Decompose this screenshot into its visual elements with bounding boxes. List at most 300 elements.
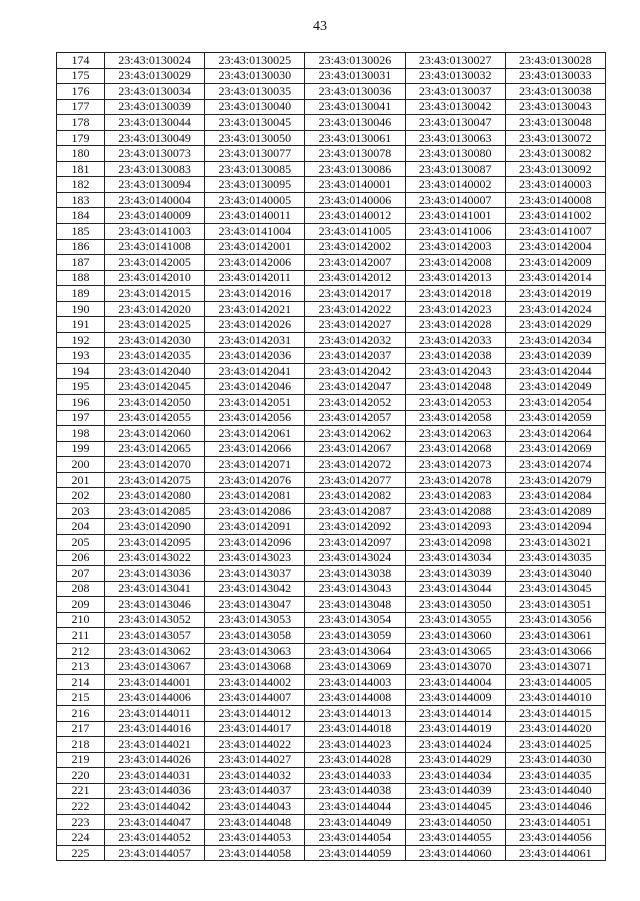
- cadastral-number-cell: 23:43:0142065: [105, 441, 205, 457]
- cadastral-number-cell: 23:43:0143044: [405, 581, 505, 597]
- row-number-cell: 217: [57, 721, 105, 737]
- table-row: [57, 410, 606, 426]
- cadastral-number-cell: 23:43:0142035: [105, 348, 205, 364]
- row-number-cell: 215: [57, 690, 105, 706]
- cadastral-number-cell: 23:43:0142071: [205, 457, 305, 473]
- cadastral-number-cell: 23:43:0143047: [205, 597, 305, 613]
- cadastral-number-cell: 23:43:0143070: [405, 659, 505, 675]
- cadastral-number-cell: 23:43:0143054: [305, 612, 405, 628]
- cadastral-number-cell: 23:43:0142022: [305, 301, 405, 317]
- cadastral-number-cell: 23:43:0144028: [305, 752, 405, 768]
- cadastral-number-cell: 23:43:0144005: [505, 674, 605, 690]
- cadastral-number-cell: 23:43:0143062: [105, 643, 205, 659]
- cadastral-number-cell: 23:43:0143023: [205, 550, 305, 566]
- cadastral-number-cell: 23:43:0130083: [105, 161, 205, 177]
- cadastral-number-cell: 23:43:0140008: [505, 192, 605, 208]
- cadastral-number-cell: 23:43:0130061: [305, 130, 405, 146]
- cadastral-number-cell: 23:43:0142091: [205, 519, 305, 535]
- cadastral-number-cell: 23:43:0142023: [405, 301, 505, 317]
- cadastral-number-cell: 23:43:0130036: [305, 84, 405, 100]
- cadastral-number-cell: 23:43:0141001: [405, 208, 505, 224]
- row-number-cell: 207: [57, 566, 105, 582]
- cadastral-number-cell: 23:43:0130041: [305, 99, 405, 115]
- cadastral-number-cell: 23:43:0130037: [405, 84, 505, 100]
- row-number-cell: 220: [57, 768, 105, 784]
- cadastral-number-cell: 23:43:0142061: [205, 426, 305, 442]
- cadastral-number-cell: 23:43:0144051: [505, 814, 605, 830]
- cadastral-number-cell: 23:43:0142064: [505, 426, 605, 442]
- cadastral-number-cell: 23:43:0142025: [105, 317, 205, 333]
- row-number-cell: 205: [57, 534, 105, 550]
- cadastral-number-cell: 23:43:0142054: [505, 395, 605, 411]
- cadastral-number-cell: 23:43:0143068: [205, 659, 305, 675]
- table-row: [57, 177, 606, 193]
- cadastral-number-cell: 23:43:0142097: [305, 534, 405, 550]
- cadastral-number-cell: 23:43:0142089: [505, 503, 605, 519]
- cadastral-number-cell: 23:43:0144023: [305, 737, 405, 753]
- table-row: [57, 84, 606, 100]
- row-number-cell: 213: [57, 659, 105, 675]
- cadastral-number-cell: 23:43:0143063: [205, 643, 305, 659]
- cadastral-number-cell: 23:43:0143064: [305, 643, 405, 659]
- cadastral-number-cell: 23:43:0144048: [205, 814, 305, 830]
- cadastral-number-cell: 23:43:0142059: [505, 410, 605, 426]
- table-row: [57, 208, 606, 224]
- cadastral-number-cell: 23:43:0142020: [105, 301, 205, 317]
- cadastral-number-cell: 23:43:0140006: [305, 192, 405, 208]
- cadastral-number-cell: 23:43:0130030: [205, 68, 305, 84]
- cadastral-number-cell: 23:43:0130073: [105, 146, 205, 162]
- cadastral-number-cell: 23:43:0142005: [105, 255, 205, 271]
- table-row: [57, 99, 606, 115]
- cadastral-number-cell: 23:43:0142082: [305, 488, 405, 504]
- cadastral-number-cell: 23:43:0144059: [305, 845, 405, 861]
- cadastral-number-cell: 23:43:0143024: [305, 550, 405, 566]
- cadastral-number-cell: 23:43:0130024: [105, 53, 205, 69]
- cadastral-number-cell: 23:43:0143050: [405, 597, 505, 613]
- cadastral-number-cell: 23:43:0130072: [505, 130, 605, 146]
- table-row: [57, 239, 606, 255]
- table-row: [57, 53, 606, 69]
- table-row: [57, 814, 606, 830]
- cadastral-number-cell: 23:43:0142086: [205, 503, 305, 519]
- cadastral-number-cell: 23:43:0144022: [205, 737, 305, 753]
- cadastral-number-cell: 23:43:0144017: [205, 721, 305, 737]
- row-number-cell: 196: [57, 395, 105, 411]
- cadastral-number-cell: 23:43:0144043: [205, 799, 305, 815]
- cadastral-number-cell: 23:43:0142050: [105, 395, 205, 411]
- cadastral-number-cell: 23:43:0144014: [405, 705, 505, 721]
- row-number-cell: 211: [57, 628, 105, 644]
- cadastral-number-cell: 23:43:0142094: [505, 519, 605, 535]
- table-row: [57, 488, 606, 504]
- cadastral-number-cell: 23:43:0143043: [305, 581, 405, 597]
- cadastral-number-cell: 23:43:0142060: [105, 426, 205, 442]
- table-row: [57, 426, 606, 442]
- cadastral-number-cell: 23:43:0141007: [505, 224, 605, 240]
- cadastral-number-cell: 23:43:0130040: [205, 99, 305, 115]
- cadastral-number-cell: 23:43:0130044: [105, 115, 205, 131]
- cadastral-number-cell: 23:43:0144030: [505, 752, 605, 768]
- cadastral-number-cell: 23:43:0142078: [405, 472, 505, 488]
- row-number-cell: 179: [57, 130, 105, 146]
- table-row: [57, 659, 606, 675]
- cadastral-number-cell: 23:43:0144020: [505, 721, 605, 737]
- row-number-cell: 195: [57, 379, 105, 395]
- cadastral-number-cell: 23:43:0144011: [105, 705, 205, 721]
- cadastral-number-cell: 23:43:0142079: [505, 472, 605, 488]
- cadastral-number-cell: 23:43:0144001: [105, 674, 205, 690]
- cadastral-number-cell: 23:43:0142032: [305, 332, 405, 348]
- cadastral-number-cell: 23:43:0144045: [405, 799, 505, 815]
- table-row: [57, 566, 606, 582]
- cadastral-number-cell: 23:43:0142073: [405, 457, 505, 473]
- cadastral-number-cell: 23:43:0130039: [105, 99, 205, 115]
- cadastral-number-cell: 23:43:0144006: [105, 690, 205, 706]
- cadastral-number-cell: 23:43:0142016: [205, 286, 305, 302]
- row-number-cell: 209: [57, 597, 105, 613]
- cadastral-number-cell: 23:43:0142036: [205, 348, 305, 364]
- cadastral-number-cell: 23:43:0143045: [505, 581, 605, 597]
- row-number-cell: 189: [57, 286, 105, 302]
- cadastral-number-cell: 23:43:0140003: [505, 177, 605, 193]
- cadastral-number-cell: 23:43:0142067: [305, 441, 405, 457]
- cadastral-number-cell: 23:43:0142045: [105, 379, 205, 395]
- cadastral-number-cell: 23:43:0142098: [405, 534, 505, 550]
- cadastral-number-cell: 23:43:0142095: [105, 534, 205, 550]
- row-number-cell: 187: [57, 255, 105, 271]
- cadastral-number-cell: 23:43:0142070: [105, 457, 205, 473]
- table-row: [57, 597, 606, 613]
- cadastral-number-cell: 23:43:0142021: [205, 301, 305, 317]
- cadastral-number-cell: 23:43:0141006: [405, 224, 505, 240]
- cadastral-number-cell: 23:43:0142015: [105, 286, 205, 302]
- cadastral-number-cell: 23:43:0144003: [305, 674, 405, 690]
- cadastral-number-cell: 23:43:0142026: [205, 317, 305, 333]
- cadastral-number-cell: 23:43:0142034: [505, 332, 605, 348]
- table-row: [57, 752, 606, 768]
- cadastral-number-cell: 23:43:0144039: [405, 783, 505, 799]
- cadastral-number-cell: 23:43:0144050: [405, 814, 505, 830]
- cadastral-number-cell: 23:43:0144057: [105, 845, 205, 861]
- table-row: [57, 690, 606, 706]
- cadastral-number-cell: 23:43:0143038: [305, 566, 405, 582]
- cadastral-number-cell: 23:43:0144019: [405, 721, 505, 737]
- cadastral-number-cell: 23:43:0144035: [505, 768, 605, 784]
- row-number-cell: 180: [57, 146, 105, 162]
- row-number-cell: 214: [57, 674, 105, 690]
- cadastral-number-table: [56, 52, 606, 861]
- cadastral-number-cell: 23:43:0143034: [405, 550, 505, 566]
- cadastral-number-cell: 23:43:0142017: [305, 286, 405, 302]
- cadastral-number-cell: 23:43:0144040: [505, 783, 605, 799]
- cadastral-number-cell: 23:43:0142001: [205, 239, 305, 255]
- cadastral-number-cell: 23:43:0144056: [505, 830, 605, 846]
- cadastral-number-cell: 23:43:0142075: [105, 472, 205, 488]
- table-row: [57, 612, 606, 628]
- table-row: [57, 705, 606, 721]
- cadastral-number-cell: 23:43:0142047: [305, 379, 405, 395]
- cadastral-number-cell: 23:43:0140001: [305, 177, 405, 193]
- cadastral-number-cell: 23:43:0130094: [105, 177, 205, 193]
- table-row: [57, 379, 606, 395]
- cadastral-number-cell: 23:43:0142046: [205, 379, 305, 395]
- table-row: [57, 845, 606, 861]
- cadastral-number-cell: 23:43:0144038: [305, 783, 405, 799]
- row-number-cell: 216: [57, 705, 105, 721]
- cadastral-number-cell: 23:43:0142044: [505, 363, 605, 379]
- cadastral-number-cell: 23:43:0140004: [105, 192, 205, 208]
- table-row: [57, 737, 606, 753]
- cadastral-number-cell: 23:43:0130080: [405, 146, 505, 162]
- table-row: [57, 628, 606, 644]
- cadastral-number-cell: 23:43:0144004: [405, 674, 505, 690]
- cadastral-number-cell: 23:43:0144046: [505, 799, 605, 815]
- table-row: [57, 457, 606, 473]
- cadastral-number-cell: 23:43:0142088: [405, 503, 505, 519]
- cadastral-number-cell: 23:43:0142003: [405, 239, 505, 255]
- cadastral-number-cell: 23:43:0130042: [405, 99, 505, 115]
- cadastral-number-cell: 23:43:0130048: [505, 115, 605, 131]
- cadastral-number-cell: 23:43:0144055: [405, 830, 505, 846]
- cadastral-number-cell: 23:43:0143035: [505, 550, 605, 566]
- cadastral-number-cell: 23:43:0142084: [505, 488, 605, 504]
- table-row: [57, 799, 606, 815]
- cadastral-number-cell: 23:43:0142011: [205, 270, 305, 286]
- table-row: [57, 146, 606, 162]
- row-number-cell: 210: [57, 612, 105, 628]
- cadastral-number-cell: 23:43:0130027: [405, 53, 505, 69]
- cadastral-number-cell: 23:43:0144013: [305, 705, 405, 721]
- cadastral-number-cell: 23:43:0144007: [205, 690, 305, 706]
- cadastral-number-cell: 23:43:0130046: [305, 115, 405, 131]
- cadastral-number-cell: 23:43:0144052: [105, 830, 205, 846]
- cadastral-number-cell: 23:43:0142030: [105, 332, 205, 348]
- table-row: [57, 550, 606, 566]
- cadastral-number-cell: 23:43:0143051: [505, 597, 605, 613]
- cadastral-number-cell: 23:43:0143039: [405, 566, 505, 582]
- row-number-cell: 203: [57, 503, 105, 519]
- cadastral-number-cell: 23:43:0142087: [305, 503, 405, 519]
- cadastral-number-cell: 23:43:0144025: [505, 737, 605, 753]
- row-number-cell: 206: [57, 550, 105, 566]
- cadastral-number-cell: 23:43:0141008: [105, 239, 205, 255]
- row-number-cell: 174: [57, 53, 105, 69]
- cadastral-number-cell: 23:43:0143066: [505, 643, 605, 659]
- cadastral-number-cell: 23:43:0142055: [105, 410, 205, 426]
- cadastral-number-cell: 23:43:0143046: [105, 597, 205, 613]
- cadastral-number-cell: 23:43:0142051: [205, 395, 305, 411]
- cadastral-number-cell: 23:43:0143065: [405, 643, 505, 659]
- cadastral-number-cell: 23:43:0142028: [405, 317, 505, 333]
- row-number-cell: 219: [57, 752, 105, 768]
- cadastral-number-cell: 23:43:0143058: [205, 628, 305, 644]
- cadastral-number-cell: 23:43:0142068: [405, 441, 505, 457]
- cadastral-number-cell: 23:43:0142014: [505, 270, 605, 286]
- row-number-cell: 183: [57, 192, 105, 208]
- table-row: [57, 317, 606, 333]
- cadastral-number-cell: 23:43:0140002: [405, 177, 505, 193]
- cadastral-number-cell: 23:43:0142062: [305, 426, 405, 442]
- row-number-cell: 200: [57, 457, 105, 473]
- cadastral-number-cell: 23:43:0144036: [105, 783, 205, 799]
- cadastral-number-cell: 23:43:0142092: [305, 519, 405, 535]
- cadastral-number-cell: 23:43:0130043: [505, 99, 605, 115]
- cadastral-number-cell: 23:43:0144010: [505, 690, 605, 706]
- cadastral-number-cell: 23:43:0142076: [205, 472, 305, 488]
- cadastral-number-cell: 23:43:0144016: [105, 721, 205, 737]
- cadastral-number-cell: 23:43:0142039: [505, 348, 605, 364]
- cadastral-number-cell: 23:43:0144047: [105, 814, 205, 830]
- cadastral-number-cell: 23:43:0143057: [105, 628, 205, 644]
- table-body: [57, 53, 606, 861]
- cadastral-number-cell: 23:43:0140011: [205, 208, 305, 224]
- cadastral-number-cell: 23:43:0130035: [205, 84, 305, 100]
- table-row: [57, 783, 606, 799]
- table-row: [57, 830, 606, 846]
- cadastral-number-cell: 23:43:0130085: [205, 161, 305, 177]
- cadastral-number-cell: 23:43:0144008: [305, 690, 405, 706]
- row-number-cell: 186: [57, 239, 105, 255]
- cadastral-number-cell: 23:43:0130086: [305, 161, 405, 177]
- cadastral-number-cell: 23:43:0142002: [305, 239, 405, 255]
- cadastral-number-cell: 23:43:0130029: [105, 68, 205, 84]
- row-number-cell: 193: [57, 348, 105, 364]
- cadastral-number-cell: 23:43:0130078: [305, 146, 405, 162]
- cadastral-number-cell: 23:43:0142041: [205, 363, 305, 379]
- row-number-cell: 225: [57, 845, 105, 861]
- table-row: [57, 301, 606, 317]
- cadastral-number-cell: 23:43:0130095: [205, 177, 305, 193]
- cadastral-number-cell: 23:43:0140007: [405, 192, 505, 208]
- cadastral-number-cell: 23:43:0143021: [505, 534, 605, 550]
- table-row: [57, 472, 606, 488]
- table-row: [57, 721, 606, 737]
- cadastral-number-cell: 23:43:0141003: [105, 224, 205, 240]
- cadastral-number-cell: 23:43:0144033: [305, 768, 405, 784]
- table-row: [57, 161, 606, 177]
- cadastral-number-cell: 23:43:0143056: [505, 612, 605, 628]
- cadastral-number-cell: 23:43:0141005: [305, 224, 405, 240]
- cadastral-number-cell: 23:43:0130087: [405, 161, 505, 177]
- cadastral-number-cell: 23:43:0143022: [105, 550, 205, 566]
- cadastral-number-cell: 23:43:0142056: [205, 410, 305, 426]
- cadastral-number-cell: 23:43:0130025: [205, 53, 305, 69]
- table-row: [57, 68, 606, 84]
- cadastral-number-cell: 23:43:0142074: [505, 457, 605, 473]
- cadastral-number-cell: 23:43:0143071: [505, 659, 605, 675]
- cadastral-number-cell: 23:43:0130047: [405, 115, 505, 131]
- cadastral-number-cell: 23:43:0142007: [305, 255, 405, 271]
- cadastral-number-cell: 23:43:0130038: [505, 84, 605, 100]
- row-number-cell: 204: [57, 519, 105, 535]
- cadastral-number-cell: 23:43:0142009: [505, 255, 605, 271]
- cadastral-number-cell: 23:43:0130077: [205, 146, 305, 162]
- cadastral-number-cell: 23:43:0142006: [205, 255, 305, 271]
- table-row: [57, 224, 606, 240]
- cadastral-number-cell: 23:43:0142019: [505, 286, 605, 302]
- cadastral-number-cell: 23:43:0142013: [405, 270, 505, 286]
- table-row: [57, 192, 606, 208]
- cadastral-number-cell: 23:43:0142085: [105, 503, 205, 519]
- cadastral-number-cell: 23:43:0143042: [205, 581, 305, 597]
- cadastral-number-cell: 23:43:0141004: [205, 224, 305, 240]
- cadastral-number-cell: 23:43:0144009: [405, 690, 505, 706]
- cadastral-number-cell: 23:43:0142093: [405, 519, 505, 535]
- table-row: [57, 130, 606, 146]
- cadastral-number-cell: 23:43:0144021: [105, 737, 205, 753]
- table-row: [57, 395, 606, 411]
- cadastral-number-cell: 23:43:0142096: [205, 534, 305, 550]
- cadastral-number-cell: 23:43:0141002: [505, 208, 605, 224]
- row-number-cell: 177: [57, 99, 105, 115]
- cadastral-number-cell: 23:43:0144012: [205, 705, 305, 721]
- cadastral-number-cell: 23:43:0130049: [105, 130, 205, 146]
- cadastral-number-cell: 23:43:0142058: [405, 410, 505, 426]
- cadastral-number-cell: 23:43:0130045: [205, 115, 305, 131]
- cadastral-number-cell: 23:43:0144034: [405, 768, 505, 784]
- cadastral-number-cell: 23:43:0144044: [305, 799, 405, 815]
- row-number-cell: 175: [57, 68, 105, 84]
- table-row: [57, 503, 606, 519]
- cadastral-number-cell: 23:43:0130026: [305, 53, 405, 69]
- cadastral-number-cell: 23:43:0144032: [205, 768, 305, 784]
- row-number-cell: 198: [57, 426, 105, 442]
- row-number-cell: 201: [57, 472, 105, 488]
- row-number-cell: 190: [57, 301, 105, 317]
- row-number-cell: 223: [57, 814, 105, 830]
- cadastral-number-cell: 23:43:0144029: [405, 752, 505, 768]
- cadastral-number-cell: 23:43:0144053: [205, 830, 305, 846]
- cadastral-number-cell: 23:43:0142018: [405, 286, 505, 302]
- row-number-cell: 199: [57, 441, 105, 457]
- cadastral-number-cell: 23:43:0142052: [305, 395, 405, 411]
- table-row: [57, 643, 606, 659]
- cadastral-number-cell: 23:43:0142048: [405, 379, 505, 395]
- cadastral-number-cell: 23:43:0144027: [205, 752, 305, 768]
- row-number-cell: 188: [57, 270, 105, 286]
- table-row: [57, 270, 606, 286]
- page-number: 43: [313, 19, 327, 34]
- cadastral-number-cell: 23:43:0143060: [405, 628, 505, 644]
- cadastral-number-cell: 23:43:0142081: [205, 488, 305, 504]
- cadastral-number-cell: 23:43:0130092: [505, 161, 605, 177]
- cadastral-number-cell: 23:43:0142027: [305, 317, 405, 333]
- row-number-cell: 197: [57, 410, 105, 426]
- cadastral-number-cell: 23:43:0142040: [105, 363, 205, 379]
- cadastral-number-cell: 23:43:0144026: [105, 752, 205, 768]
- cadastral-number-cell: 23:43:0144024: [405, 737, 505, 753]
- cadastral-number-cell: 23:43:0143069: [305, 659, 405, 675]
- cadastral-number-cell: 23:43:0143052: [105, 612, 205, 628]
- cadastral-number-cell: 23:43:0143036: [105, 566, 205, 582]
- cadastral-number-cell: 23:43:0143053: [205, 612, 305, 628]
- cadastral-number-cell: 23:43:0142038: [405, 348, 505, 364]
- table-row: [57, 286, 606, 302]
- cadastral-number-cell: 23:43:0143041: [105, 581, 205, 597]
- cadastral-number-cell: 23:43:0142042: [305, 363, 405, 379]
- cadastral-number-cell: 23:43:0144054: [305, 830, 405, 846]
- cadastral-number-cell: 23:43:0142012: [305, 270, 405, 286]
- row-number-cell: 194: [57, 363, 105, 379]
- cadastral-number-cell: 23:43:0144049: [305, 814, 405, 830]
- cadastral-number-cell: 23:43:0144058: [205, 845, 305, 861]
- cadastral-number-cell: 23:43:0143037: [205, 566, 305, 582]
- cadastral-number-cell: 23:43:0142031: [205, 332, 305, 348]
- cadastral-number-cell: 23:43:0143048: [305, 597, 405, 613]
- row-number-cell: 224: [57, 830, 105, 846]
- cadastral-number-cell: 23:43:0142072: [305, 457, 405, 473]
